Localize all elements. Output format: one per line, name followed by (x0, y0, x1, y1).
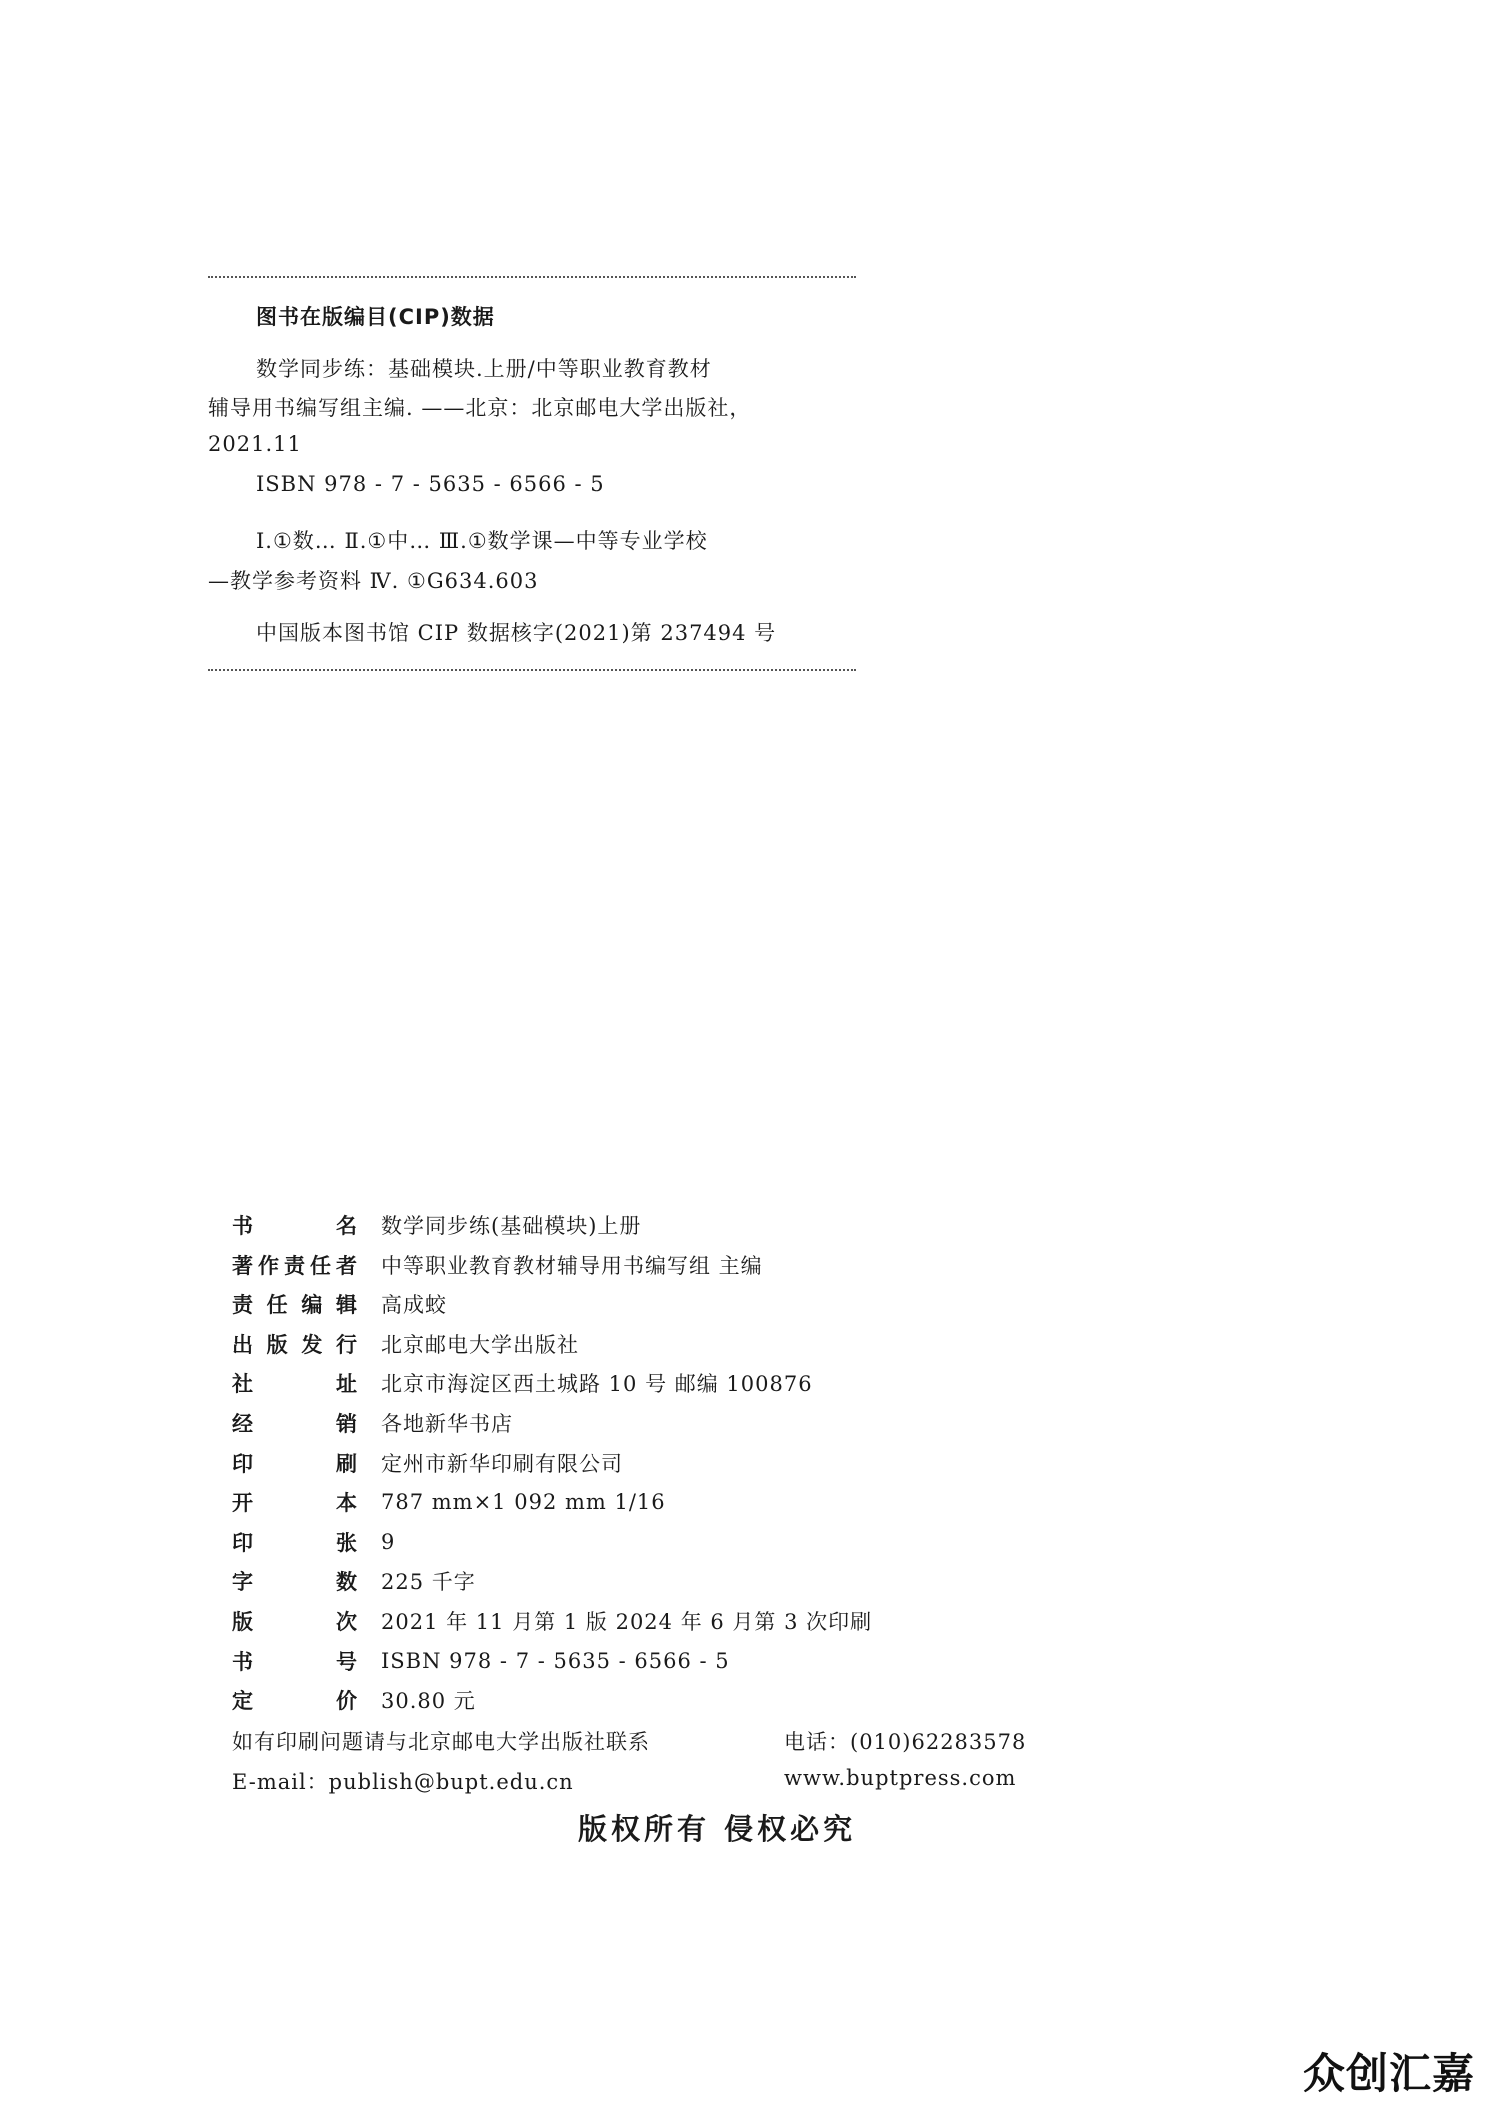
spec-label-char: 任 (266, 1293, 288, 1318)
spec-label (232, 1329, 357, 1359)
spec-label (232, 1646, 357, 1676)
spec-value: 30.80 元 (381, 1689, 476, 1714)
spec-label (232, 1250, 357, 1280)
spec-label-char: 者 (336, 1253, 357, 1278)
spec-value: 北京邮电大学出版社 (381, 1332, 579, 1357)
spec-value: 2021 年 11 月第 1 版 2024 年 6 月第 3 次印刷 (381, 1610, 873, 1634)
spec-value: 225 千字 (381, 1570, 476, 1595)
spec-label-char: 张 (336, 1530, 357, 1555)
bottom-dotted-rule (208, 669, 856, 671)
website-url: www.buptpress.com (784, 1766, 1017, 1790)
spec-row (232, 1564, 476, 1598)
spec-label-char: 址 (336, 1372, 357, 1397)
cip-line: 2021.11 (208, 432, 302, 456)
watermark-logo: 众创汇嘉 (1303, 2049, 1476, 2098)
spec-value: 数学同步练(基础模块)上册 (381, 1214, 642, 1238)
spec-label-char: 开 (232, 1491, 253, 1516)
spec-row (232, 1287, 447, 1321)
spec-label-char: 经 (232, 1412, 253, 1436)
spec-value: 定州市新华印刷有限公司 (381, 1451, 623, 1476)
spec-row (232, 1485, 666, 1519)
spec-value: 北京市海淀区西土城路 10 号 邮编 100876 (381, 1372, 813, 1397)
cip-line: 数学同步练：基础模块.上册/中等职业教育教材 (256, 357, 712, 381)
spec-label-char: 任 (310, 1253, 331, 1278)
spec-label-char: 本 (336, 1491, 357, 1516)
spec-label-char: 刷 (336, 1451, 357, 1476)
spec-label-char: 作 (258, 1253, 279, 1278)
spec-row (232, 1644, 730, 1678)
spec-label-char: 字 (232, 1570, 253, 1595)
spec-label-char: 责 (284, 1253, 305, 1278)
spec-label (232, 1487, 357, 1517)
spec-label (232, 1606, 357, 1636)
copyright-notice: 版权所有 侵权必究 (578, 1812, 857, 1846)
spec-label-char: 出 (232, 1332, 253, 1357)
spec-label (232, 1408, 357, 1438)
cip-title: 图书在版编目(CIP)数据 (256, 305, 495, 329)
spec-label-char: 著 (232, 1253, 253, 1278)
cip-record-number: 中国版本图书馆 CIP 数据核字(2021)第 237494 号 (256, 621, 777, 645)
spec-label-char: 社 (232, 1372, 253, 1397)
spec-row (232, 1208, 641, 1242)
cip-classification: Ⅰ.①数… Ⅱ.①中… Ⅲ.①数学课—中等专业学校 (256, 529, 708, 553)
spec-value: ISBN 978 - 7 - 5635 - 6566 - 5 (381, 1648, 730, 1673)
spec-label-char: 印 (232, 1451, 253, 1476)
spec-label (232, 1289, 357, 1319)
spec-label (232, 1448, 357, 1478)
spec-row (232, 1604, 872, 1638)
spec-label-char: 辑 (335, 1293, 357, 1318)
spec-label (232, 1566, 357, 1596)
cip-line: 辅导用书编写组主编. ——北京：北京邮电大学出版社， (208, 396, 752, 420)
spec-label-char: 编 (301, 1293, 323, 1318)
spec-label-char: 价 (336, 1689, 357, 1714)
email-address: E-mail：publish@bupt.edu.cn (232, 1770, 574, 1794)
spec-label-char: 定 (232, 1689, 253, 1714)
spec-row (232, 1525, 395, 1559)
spec-label (232, 1210, 357, 1240)
spec-label-char: 书 (232, 1214, 253, 1238)
spec-label-char: 版 (232, 1610, 253, 1634)
spec-row (232, 1327, 579, 1361)
spec-label-char: 销 (336, 1412, 357, 1436)
spec-label (232, 1685, 357, 1715)
spec-value: 中等职业教育教材辅导用书编写组 主编 (381, 1253, 763, 1278)
spec-row (232, 1366, 813, 1400)
spec-label-char: 发 (301, 1332, 323, 1357)
print-issue-note: 如有印刷问题请与北京邮电大学出版社联系 (232, 1730, 650, 1754)
spec-row (232, 1248, 763, 1282)
spec-label (232, 1527, 357, 1557)
top-dotted-rule (208, 276, 856, 278)
spec-row (232, 1406, 513, 1440)
cip-isbn: ISBN 978 - 7 - 5635 - 6566 - 5 (256, 472, 605, 496)
spec-value: 高成蛟 (381, 1293, 447, 1318)
spec-row (232, 1446, 623, 1480)
phone-number: 电话：(010)62283578 (784, 1730, 1027, 1754)
spec-label-char: 次 (336, 1610, 357, 1634)
spec-label-char: 印 (232, 1530, 253, 1555)
spec-label-char: 行 (335, 1332, 357, 1357)
cip-classification-cont: —教学参考资料 Ⅳ. ①G634.603 (208, 569, 539, 593)
spec-value: 各地新华书店 (381, 1412, 513, 1436)
spec-label-char: 版 (266, 1332, 288, 1357)
spec-value: 9 (381, 1529, 396, 1554)
spec-label (232, 1368, 357, 1398)
spec-label-char: 责 (232, 1293, 253, 1318)
spec-label-char: 数 (336, 1570, 357, 1595)
spec-label-char: 号 (336, 1649, 357, 1674)
spec-value: 787 mm×1 092 mm 1/16 (381, 1490, 666, 1515)
spec-label-char: 名 (336, 1214, 357, 1238)
spec-row (232, 1683, 476, 1717)
spec-label-char: 书 (232, 1649, 253, 1674)
